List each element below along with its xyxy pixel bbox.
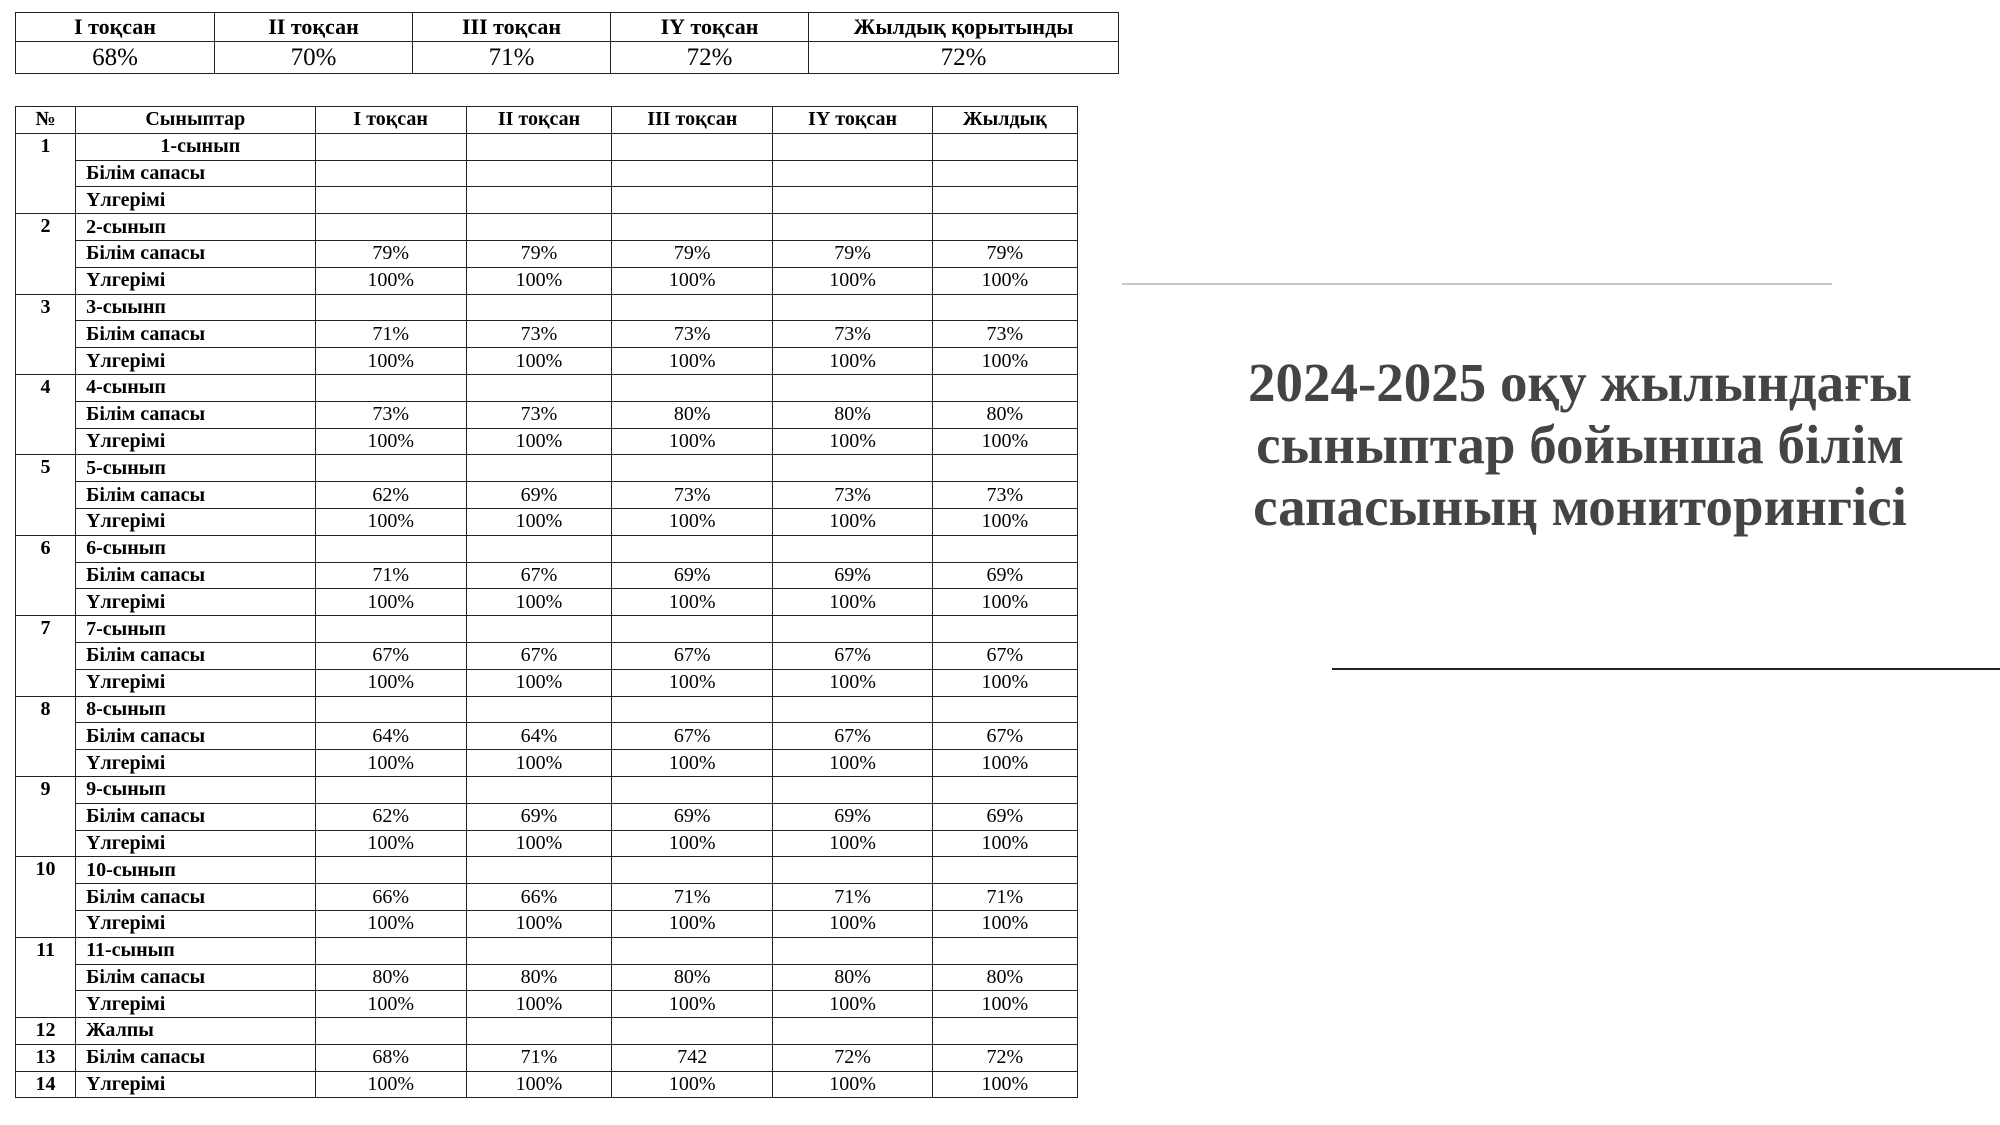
row-number: 14 [16,1071,76,1098]
value-cell: 67% [466,642,611,669]
value-cell: 62% [315,482,466,509]
row-number: 13 [16,1044,76,1071]
value-cell: 64% [466,723,611,750]
quality-row [16,642,1078,669]
value-cell: 64% [315,723,466,750]
empty-cell [773,214,932,241]
progress-label: Үлгерімі [76,1071,315,1098]
value-cell: 67% [315,642,466,669]
value-cell: 100% [773,267,932,294]
empty-cell [932,374,1077,401]
annual-summary-table [15,12,1119,74]
summary-value-q1: 68% [16,42,215,74]
value-cell: 100% [466,1071,611,1098]
value-cell: 71% [466,1044,611,1071]
summary-header-row [16,13,1119,42]
class-name: 1-сынып [76,133,315,160]
empty-cell [932,455,1077,482]
summary-header-q2: ІІ тоқсан [215,13,413,42]
value-cell: 100% [466,428,611,455]
class-quality-table [15,106,1078,1098]
value-cell [612,160,773,187]
empty-cell [773,133,932,160]
empty-cell [932,294,1077,321]
value-cell: 100% [773,1071,932,1098]
empty-cell [466,133,611,160]
value-cell: 100% [932,1071,1077,1098]
value-cell: 71% [932,884,1077,911]
value-cell: 100% [932,348,1077,375]
progress-label: Үлгерімі [76,669,315,696]
value-cell: 100% [612,750,773,777]
empty-cell [315,857,466,884]
value-cell [315,187,466,214]
value-cell: 69% [612,803,773,830]
empty-cell [315,696,466,723]
total-label: Жалпы [76,1018,315,1045]
value-cell: 80% [773,401,932,428]
empty-cell [932,214,1077,241]
value-cell: 100% [612,830,773,857]
value-cell: 100% [773,669,932,696]
value-cell: 80% [612,401,773,428]
value-cell: 62% [315,803,466,830]
row-number: 3 [16,294,76,374]
value-cell: 80% [932,964,1077,991]
value-cell: 100% [315,267,466,294]
value-cell: 67% [612,642,773,669]
value-cell: 80% [315,964,466,991]
quality-row [16,723,1078,750]
quality-label: Білім сапасы [76,642,315,669]
progress-label: Үлгерімі [76,991,315,1018]
quality-label: Білім сапасы [76,964,315,991]
progress-label: Үлгерімі [76,348,315,375]
value-cell: 79% [612,240,773,267]
empty-cell [612,937,773,964]
class-name: 7-сынып [76,616,315,643]
progress-label: Үлгерімі [76,428,315,455]
progress-row [16,508,1078,535]
progress-label: Үлгерімі [76,267,315,294]
value-cell [612,187,773,214]
value-cell: 66% [315,884,466,911]
empty-cell [932,535,1077,562]
empty-cell [612,214,773,241]
empty-cell [932,937,1077,964]
value-cell: 71% [773,884,932,911]
empty-cell [315,214,466,241]
class-group-row [16,857,1078,884]
empty-cell [773,294,932,321]
value-cell: 69% [612,562,773,589]
quality-label: Білім сапасы [76,240,315,267]
value-cell: 100% [466,589,611,616]
empty-cell [612,294,773,321]
value-cell: 100% [315,750,466,777]
value-cell: 100% [773,830,932,857]
empty-cell [315,294,466,321]
empty-cell [466,616,611,643]
value-cell: 100% [773,428,932,455]
empty-cell [773,455,932,482]
value-cell: 100% [612,669,773,696]
value-cell: 100% [932,750,1077,777]
empty-cell [932,616,1077,643]
row-number: 7 [16,616,76,696]
class-group-row [16,294,1078,321]
empty-cell [773,535,932,562]
quality-label: Білім сапасы [76,321,315,348]
value-cell: 100% [773,589,932,616]
value-cell: 100% [466,750,611,777]
class-name: 8-сынып [76,696,315,723]
value-cell: 79% [466,240,611,267]
empty-cell [315,535,466,562]
progress-row [16,187,1078,214]
value-cell: 73% [315,401,466,428]
table-body [16,133,1078,1017]
summary-value-q2: 70% [215,42,413,74]
header-q4: ІҮ тоқсан [773,107,932,134]
empty-cell [612,776,773,803]
empty-cell [466,214,611,241]
empty-cell [932,133,1077,160]
value-cell: 100% [612,910,773,937]
value-cell: 72% [932,1044,1077,1071]
value-cell [773,187,932,214]
value-cell: 67% [612,723,773,750]
value-cell: 100% [612,428,773,455]
value-cell: 71% [315,321,466,348]
progress-row [16,348,1078,375]
value-cell: 100% [466,508,611,535]
empty-cell [932,857,1077,884]
value-cell: 66% [466,884,611,911]
class-group-row [16,937,1078,964]
row-number: 5 [16,455,76,535]
class-name: 10-сынып [76,857,315,884]
value-cell: 100% [315,991,466,1018]
empty-cell [466,857,611,884]
total-row [16,1018,1078,1045]
empty-cell [466,294,611,321]
value-cell: 100% [466,669,611,696]
value-cell: 100% [315,348,466,375]
empty-cell [315,776,466,803]
value-cell: 80% [773,964,932,991]
progress-label: Үлгерімі [76,589,315,616]
summary-value-annual: 72% [809,42,1119,74]
table-header-row [16,107,1078,134]
class-group-row [16,455,1078,482]
value-cell: 100% [773,910,932,937]
quality-row [16,803,1078,830]
value-cell: 69% [466,482,611,509]
header-classes: Сыныптар [76,107,315,134]
value-cell: 68% [315,1044,466,1071]
value-cell: 67% [932,642,1077,669]
quality-label: Білім сапасы [76,562,315,589]
value-cell: 73% [612,321,773,348]
total-section [16,1018,1078,1098]
value-cell: 100% [466,348,611,375]
quality-row [16,964,1078,991]
value-cell: 67% [466,562,611,589]
class-group-row [16,535,1078,562]
empty-cell [612,455,773,482]
value-cell: 100% [612,1071,773,1098]
value-cell: 73% [466,321,611,348]
value-cell: 79% [315,240,466,267]
class-group-row [16,374,1078,401]
empty-cell [315,937,466,964]
value-cell: 69% [773,562,932,589]
value-cell: 79% [932,240,1077,267]
value-cell: 100% [932,910,1077,937]
empty-cell [466,374,611,401]
quality-row [16,240,1078,267]
quality-row [16,562,1078,589]
empty-cell [612,857,773,884]
slide-title: 2024-2025 оқу жылындағы сыныптар бойынша білім сапасының мониторингісі [1247,352,1913,537]
value-cell: 100% [612,348,773,375]
empty-cell [612,374,773,401]
header-number: № [16,107,76,134]
value-cell: 100% [315,1071,466,1098]
summary-header-q1: І тоқсан [16,13,215,42]
quality-label: Білім сапасы [76,401,315,428]
empty-cell [612,535,773,562]
quality-label: Білім сапасы [76,482,315,509]
progress-label: Үлгерімі [76,830,315,857]
progress-row [16,830,1078,857]
value-cell: 100% [773,348,932,375]
progress-row [16,750,1078,777]
value-cell: 73% [773,482,932,509]
value-cell: 72% [773,1044,932,1071]
row-number: 11 [16,937,76,1017]
value-cell: 100% [932,428,1077,455]
quality-row [16,160,1078,187]
value-cell: 100% [932,830,1077,857]
quality-row [16,321,1078,348]
empty-cell [612,696,773,723]
total-quality-row [16,1044,1078,1071]
value-cell: 69% [932,562,1077,589]
row-number: 2 [16,214,76,294]
empty-cell [932,776,1077,803]
empty-cell [466,696,611,723]
empty-cell [773,374,932,401]
quality-label: Білім сапасы [76,160,315,187]
summary-value-q3: 71% [413,42,611,74]
quality-label: Білім сапасы [76,884,315,911]
value-cell: 71% [612,884,773,911]
quality-label: Білім сапасы [76,803,315,830]
class-name: 5-сынып [76,455,315,482]
value-cell: 100% [315,830,466,857]
value-cell [466,187,611,214]
value-cell: 80% [612,964,773,991]
header-q1: І тоқсан [315,107,466,134]
value-cell: 742 [612,1044,773,1071]
summary-value-row [16,42,1119,74]
progress-row [16,910,1078,937]
row-number: 8 [16,696,76,776]
class-name: 6-сынып [76,535,315,562]
row-number: 12 [16,1018,76,1045]
empty-cell [466,776,611,803]
value-cell [773,160,932,187]
progress-row [16,589,1078,616]
quality-row [16,482,1078,509]
value-cell: 100% [315,589,466,616]
divider-top [1122,283,1832,285]
progress-label: Үлгерімі [76,508,315,535]
value-cell: 100% [315,669,466,696]
class-name: 11-сынып [76,937,315,964]
empty-cell [612,616,773,643]
class-name: 9-сынып [76,776,315,803]
empty-cell [466,937,611,964]
value-cell: 73% [932,482,1077,509]
class-group-row [16,696,1078,723]
value-cell: 73% [612,482,773,509]
row-number: 4 [16,374,76,454]
header-annual: Жылдық [932,107,1077,134]
value-cell [932,187,1077,214]
class-group-row [16,133,1078,160]
value-cell: 79% [773,240,932,267]
value-cell: 100% [315,910,466,937]
class-group-row [16,616,1078,643]
value-cell [466,160,611,187]
value-cell: 100% [315,428,466,455]
value-cell: 67% [773,642,932,669]
value-cell: 100% [932,508,1077,535]
value-cell: 100% [773,508,932,535]
summary-header-q4: ІҮ тоқсан [611,13,809,42]
value-cell: 100% [466,991,611,1018]
progress-label: Үлгерімі [76,187,315,214]
value-cell: 100% [315,508,466,535]
value-cell: 73% [932,321,1077,348]
value-cell: 100% [932,669,1077,696]
value-cell [932,160,1077,187]
value-cell: 100% [466,830,611,857]
value-cell: 69% [932,803,1077,830]
total-progress-row [16,1071,1078,1098]
empty-cell [315,455,466,482]
class-group-row [16,776,1078,803]
value-cell: 100% [932,267,1077,294]
summary-header-q3: ІІІ тоқсан [413,13,611,42]
value-cell: 73% [773,321,932,348]
value-cell: 100% [466,910,611,937]
summary-header-annual: Жылдық қорытынды [809,13,1119,42]
value-cell: 69% [466,803,611,830]
divider-bottom [1332,668,2000,670]
quality-row [16,884,1078,911]
row-number: 6 [16,535,76,615]
value-cell: 100% [932,589,1077,616]
value-cell: 69% [773,803,932,830]
progress-row [16,428,1078,455]
class-group-row [16,214,1078,241]
progress-label: Үлгерімі [76,750,315,777]
value-cell: 100% [466,267,611,294]
value-cell: 100% [612,589,773,616]
empty-cell [315,374,466,401]
quality-label: Білім сапасы [76,723,315,750]
value-cell: 100% [773,991,932,1018]
value-cell: 100% [773,750,932,777]
value-cell: 100% [612,508,773,535]
value-cell: 80% [932,401,1077,428]
row-number: 9 [16,776,76,856]
empty-cell [466,535,611,562]
value-cell: 80% [466,964,611,991]
empty-cell [612,133,773,160]
value-cell: 100% [612,267,773,294]
value-cell: 71% [315,562,466,589]
value-cell: 73% [466,401,611,428]
value-cell [315,160,466,187]
value-cell: 100% [612,991,773,1018]
empty-cell [315,616,466,643]
progress-label: Үлгерімі [76,910,315,937]
progress-row [16,267,1078,294]
empty-cell [773,937,932,964]
class-name: 3-сыынп [76,294,315,321]
value-cell: 67% [932,723,1077,750]
empty-cell [773,616,932,643]
summary-value-q4: 72% [611,42,809,74]
value-cell: 100% [932,991,1077,1018]
empty-cell [773,696,932,723]
value-cell: 67% [773,723,932,750]
row-number: 1 [16,133,76,213]
empty-cell [773,776,932,803]
quality-label: Білім сапасы [76,1044,315,1071]
empty-cell [773,857,932,884]
quality-row [16,401,1078,428]
header-q3: ІІІ тоқсан [612,107,773,134]
class-name: 2-сынып [76,214,315,241]
empty-cell [932,696,1077,723]
class-name: 4-сынып [76,374,315,401]
empty-cell [315,133,466,160]
progress-row [16,991,1078,1018]
progress-row [16,669,1078,696]
row-number: 10 [16,857,76,937]
empty-cell [466,455,611,482]
header-q2: ІІ тоқсан [466,107,611,134]
